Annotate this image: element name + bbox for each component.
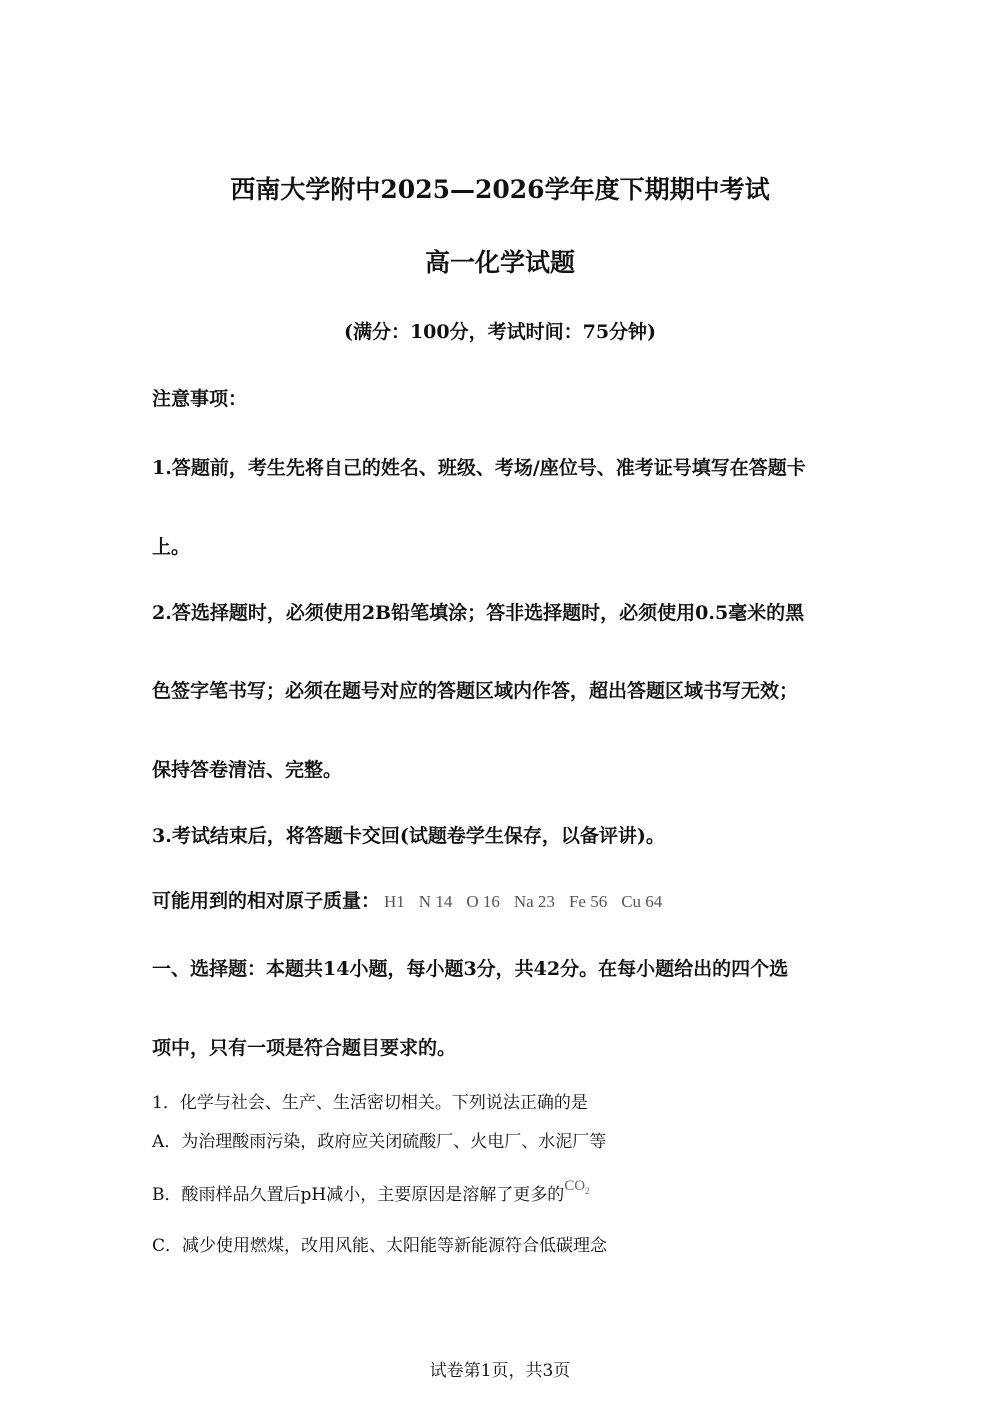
- score-time-info: (满分：100分，考试时间：75分钟): [343, 321, 657, 343]
- mass-fe: Fe 56: [568, 892, 608, 911]
- page-footer: 试卷第1页，共3页: [429, 1361, 571, 1381]
- exam-title: 西南大学附中2025—2026学年度下期期中考试: [230, 175, 770, 204]
- mass-n: N 14: [418, 892, 453, 911]
- section-1-line-2: 项中，只有一项是符合题目要求的。: [152, 1037, 457, 1059]
- mass-na: Na 23: [513, 892, 555, 911]
- mass-h: H1: [384, 892, 405, 911]
- mass-o: O 16: [466, 892, 500, 911]
- note-3: 3.考试结束后，将答题卡交回(试题卷学生保存，以备评讲)。: [152, 825, 665, 847]
- note-1-line-1: 1.答题前，考生先将自己的姓名、班级、考场/座位号、准考证号填写在答题卡: [152, 457, 806, 479]
- note-2-line-3: 保持答卷清洁、完整。: [152, 759, 343, 781]
- option-b-text: B．酸雨样品久置后pH减小，主要原因是溶解了更多的: [152, 1185, 565, 1205]
- question-1-stem: 1．化学与社会、生产、生活密切相关。下列说法正确的是: [152, 1093, 588, 1113]
- question-1-option-b: [152, 1180, 590, 1206]
- atomic-mass-label: 可能用到的相对原子质量：: [152, 890, 381, 912]
- atomic-mass-line: [152, 886, 662, 913]
- note-2-line-2: 色签字笔书写；必须在题号对应的答题区域内作答，超出答题区域书写无效；: [152, 680, 799, 702]
- question-1-option-c: C．减少使用燃煤，改用风能、太阳能等新能源符合低碳理念: [152, 1236, 608, 1256]
- mass-cu: Cu 64: [621, 892, 663, 911]
- note-2-line-1: 2.答选择题时，必须使用2B铅笔填涂；答非选择题时，必须使用0.5毫米的黑: [152, 602, 805, 624]
- note-1-line-2: 上。: [152, 536, 191, 558]
- atomic-mass-values: [380, 892, 662, 911]
- co2-formula: $CO_2$: [564, 1178, 590, 1196]
- notes-heading: 注意事项：: [152, 388, 248, 410]
- subject-title: 高一化学试题: [424, 248, 575, 277]
- section-1-line-1: 一、选择题：本题共14小题，每小题3分，共42分。在每小题给出的四个选: [152, 958, 789, 980]
- question-1-option-a: A．为治理酸雨污染，政府应关闭硫酸厂、火电厂、水泥厂等: [152, 1132, 607, 1152]
